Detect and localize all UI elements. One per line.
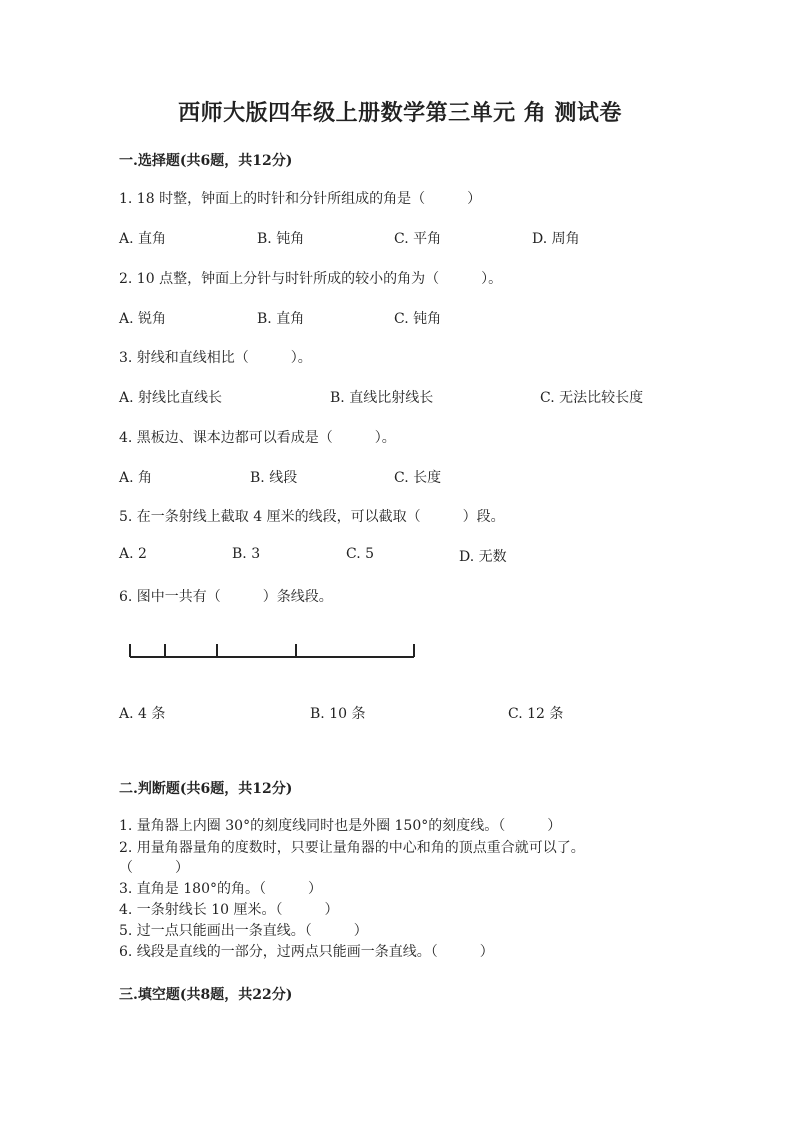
q2-option-c: C. 钝角 bbox=[394, 311, 442, 327]
q3-option-b: B. 直线比射线长 bbox=[330, 390, 434, 406]
q3-option-a: A. 射线比直线长 bbox=[119, 390, 223, 406]
tf-item-2-blank: （ ） bbox=[119, 860, 189, 876]
question-5: 5. 在一条射线上截取 4 厘米的线段，可以截取（ ）段。 bbox=[119, 509, 505, 525]
question-3: 3. 射线和直线相比（ ）。 bbox=[119, 350, 312, 366]
q4-option-c: C. 长度 bbox=[394, 470, 442, 486]
q1-option-d: D. 周角 bbox=[532, 231, 580, 247]
q3-option-c: C. 无法比较长度 bbox=[540, 390, 644, 406]
q4-option-b: B. 线段 bbox=[250, 470, 298, 486]
section-heading-choice: 一.选择题(共6题，共12分) bbox=[119, 153, 293, 169]
tf-item-1: 1. 量角器上内圈 30°的刻度线同时也是外圈 150°的刻度线。（ ） bbox=[119, 818, 562, 834]
q2-option-a: A. 锐角 bbox=[119, 311, 167, 327]
q4-option-a: A. 角 bbox=[119, 470, 153, 486]
q1-option-c: C. 平角 bbox=[394, 231, 442, 247]
tf-item-4: 4. 一条射线长 10 厘米。（ ） bbox=[119, 902, 339, 918]
q5-option-c: C. 5 bbox=[346, 546, 375, 562]
q5-option-b: B. 3 bbox=[232, 546, 261, 562]
q1-option-b: B. 钝角 bbox=[257, 231, 305, 247]
tf-item-3: 3. 直角是 180°的角。（ ） bbox=[119, 881, 322, 897]
q2-option-b: B. 直角 bbox=[257, 311, 305, 327]
section-heading-judgement: 二.判断题(共6题，共12分) bbox=[119, 781, 293, 797]
question-4: 4. 黑板边、课本边都可以看成是（ ）。 bbox=[119, 430, 396, 446]
q1-option-a: A. 直角 bbox=[119, 231, 167, 247]
tf-item-5: 5. 过一点只能画出一条直线。（ ） bbox=[119, 923, 368, 939]
q6-option-a: A. 4 条 bbox=[119, 706, 166, 722]
line-segment-figure bbox=[125, 640, 425, 664]
question-2: 2. 10 点整，钟面上分针与时针所成的较小的角为（ ）。 bbox=[119, 271, 503, 287]
q5-option-d: D. 无数 bbox=[459, 549, 507, 565]
page-title: 西师大版四年级上册数学第三单元 角 测试卷 bbox=[178, 100, 622, 126]
tf-item-6: 6. 线段是直线的一部分，过两点只能画一条直线。（ ） bbox=[119, 944, 494, 960]
q5-option-a: A. 2 bbox=[119, 546, 147, 562]
tf-item-2: 2. 用量角器量角的度数时，只要让量角器的中心和角的顶点重合就可以了。 bbox=[119, 840, 585, 856]
question-6: 6. 图中一共有（ ）条线段。 bbox=[119, 589, 333, 605]
question-1: 1. 18 时整，钟面上的时针和分针所组成的角是（ ） bbox=[119, 191, 482, 207]
section-heading-fill: 三.填空题(共8题，共22分) bbox=[119, 987, 293, 1003]
q6-option-b: B. 10 条 bbox=[310, 706, 366, 722]
q6-option-c: C. 12 条 bbox=[508, 706, 564, 722]
